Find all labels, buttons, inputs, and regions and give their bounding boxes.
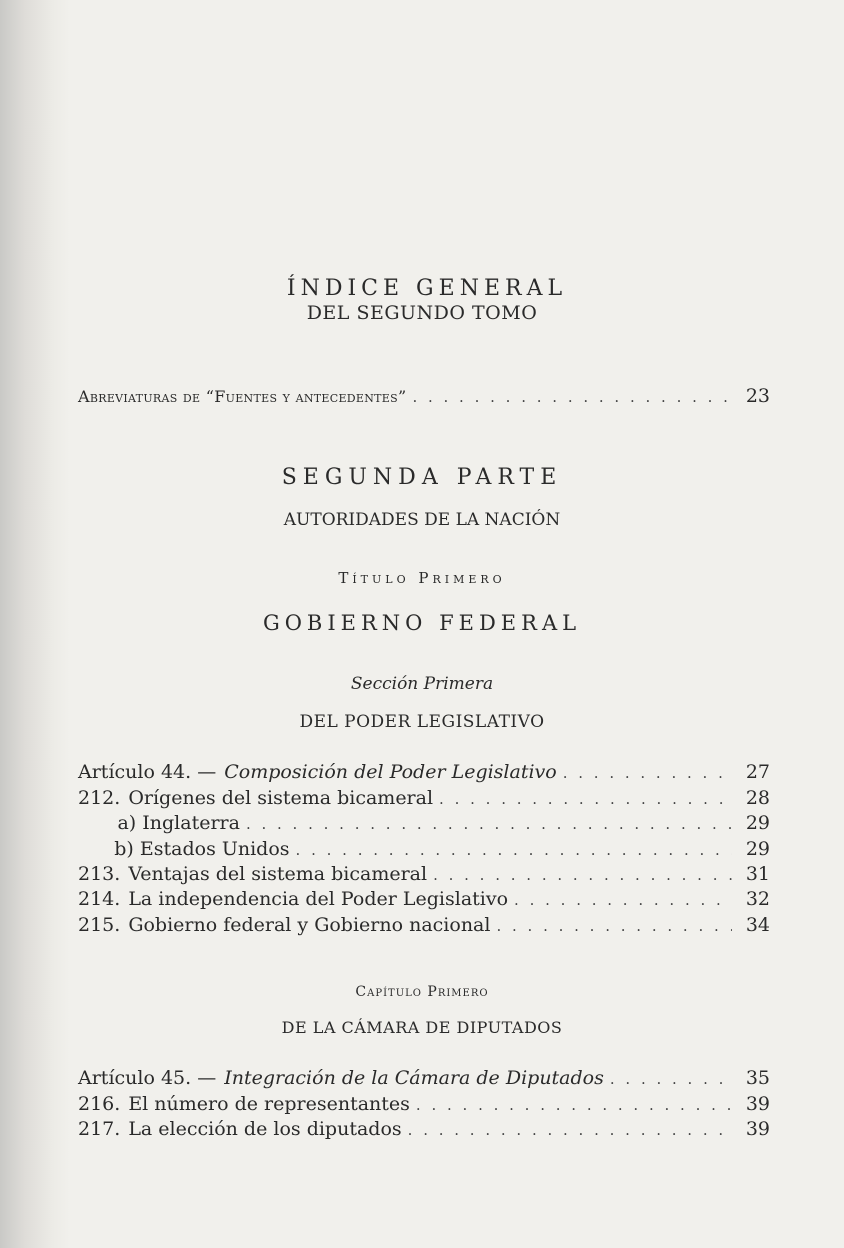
- toc-entry-215[interactable]: [78, 914, 770, 938]
- seccion-label: Sección Primera: [350, 674, 494, 694]
- toc-entry-212[interactable]: [78, 787, 770, 811]
- toc-entry-page: 31: [745, 863, 770, 885]
- toc-entry-page: 34: [745, 914, 770, 936]
- toc-entry-212-b[interactable]: [78, 838, 770, 862]
- capitulo-name: DE LA CÁMARA DE DIPUTADOS: [281, 1018, 563, 1037]
- toc-entry-title: a) Inglaterra: [117, 812, 240, 834]
- leader-dots: [433, 866, 732, 884]
- toc-entry-page: 29: [745, 838, 770, 860]
- toc-entry-articulo-45[interactable]: [78, 1067, 770, 1091]
- toc-entry-title: Gobierno federal y Gobierno nacional: [128, 914, 491, 936]
- article-title: Integración de la Cámara de Diputados: [224, 1067, 604, 1089]
- toc-entry-page: 39: [745, 1093, 770, 1115]
- seccion-name: DEL PODER LEGISLATIVO: [299, 712, 545, 732]
- toc-entry-title: La independencia del Poder Legislativo: [128, 888, 509, 910]
- section-number: 212.: [78, 787, 121, 809]
- leader-dots: [514, 891, 732, 909]
- toc-entry-page: 29: [745, 812, 770, 834]
- toc-entry-page: 23: [745, 385, 770, 407]
- toc-entry-title: Ventajas del sistema bicameral: [128, 863, 428, 885]
- toc-entry-217[interactable]: [78, 1118, 770, 1142]
- toc-entry-page: 39: [745, 1118, 770, 1140]
- toc-entry-212-a[interactable]: [78, 812, 770, 836]
- section-number: 213.: [78, 863, 121, 885]
- section-number: 217.: [78, 1118, 121, 1140]
- article-title: Composición del Poder Legislativo: [224, 761, 557, 783]
- index-subtitle: DEL SEGUNDO TOMO: [306, 302, 538, 324]
- leader-dots: [408, 1121, 732, 1139]
- leader-dots: [496, 917, 732, 935]
- toc-entry-title: La elección de los diputados: [128, 1118, 402, 1140]
- article-label: Artículo 45. —: [78, 1067, 217, 1089]
- leader-dots: [416, 1096, 732, 1114]
- part-title: SEGUNDA PARTE: [281, 465, 563, 490]
- toc-entry-title: Abreviaturas de “Fuentes y antecedentes”: [78, 387, 407, 406]
- leader-dots: [296, 841, 732, 859]
- capitulo-label: Capítulo Primero: [355, 984, 489, 1000]
- leader-dots: [439, 790, 732, 808]
- part-subtitle: AUTORIDADES DE LA NACIÓN: [283, 510, 561, 530]
- section-number: 215.: [78, 914, 121, 936]
- toc-entry-title: El número de representantes: [128, 1093, 410, 1115]
- titulo-name: GOBIERNO FEDERAL: [262, 611, 582, 635]
- toc-entry-216[interactable]: [78, 1093, 770, 1117]
- toc-entry-page: 28: [745, 787, 770, 809]
- titulo-label: Título Primero: [338, 569, 506, 587]
- index-title: ÍNDICE GENERAL: [286, 276, 568, 301]
- leader-dots: [610, 1070, 732, 1088]
- toc-entry-page: 35: [745, 1067, 770, 1089]
- leader-dots: [563, 764, 732, 782]
- toc-entry-214[interactable]: [78, 888, 770, 912]
- toc-entry-articulo-44[interactable]: [78, 761, 770, 785]
- leader-dots: [412, 388, 732, 406]
- section-number: 214.: [78, 888, 121, 910]
- section-number: 216.: [78, 1093, 121, 1115]
- leader-dots: [246, 815, 732, 833]
- toc-entry-title: Orígenes del sistema bicameral: [128, 787, 434, 809]
- toc-entry-page: 27: [745, 761, 770, 783]
- toc-entry-213[interactable]: [78, 863, 770, 887]
- toc-entry-title: b) Estados Unidos: [114, 838, 290, 860]
- toc-entry-page: 32: [745, 888, 770, 910]
- toc-entry-abreviaturas[interactable]: [78, 385, 770, 409]
- article-label: Artículo 44. —: [78, 761, 217, 783]
